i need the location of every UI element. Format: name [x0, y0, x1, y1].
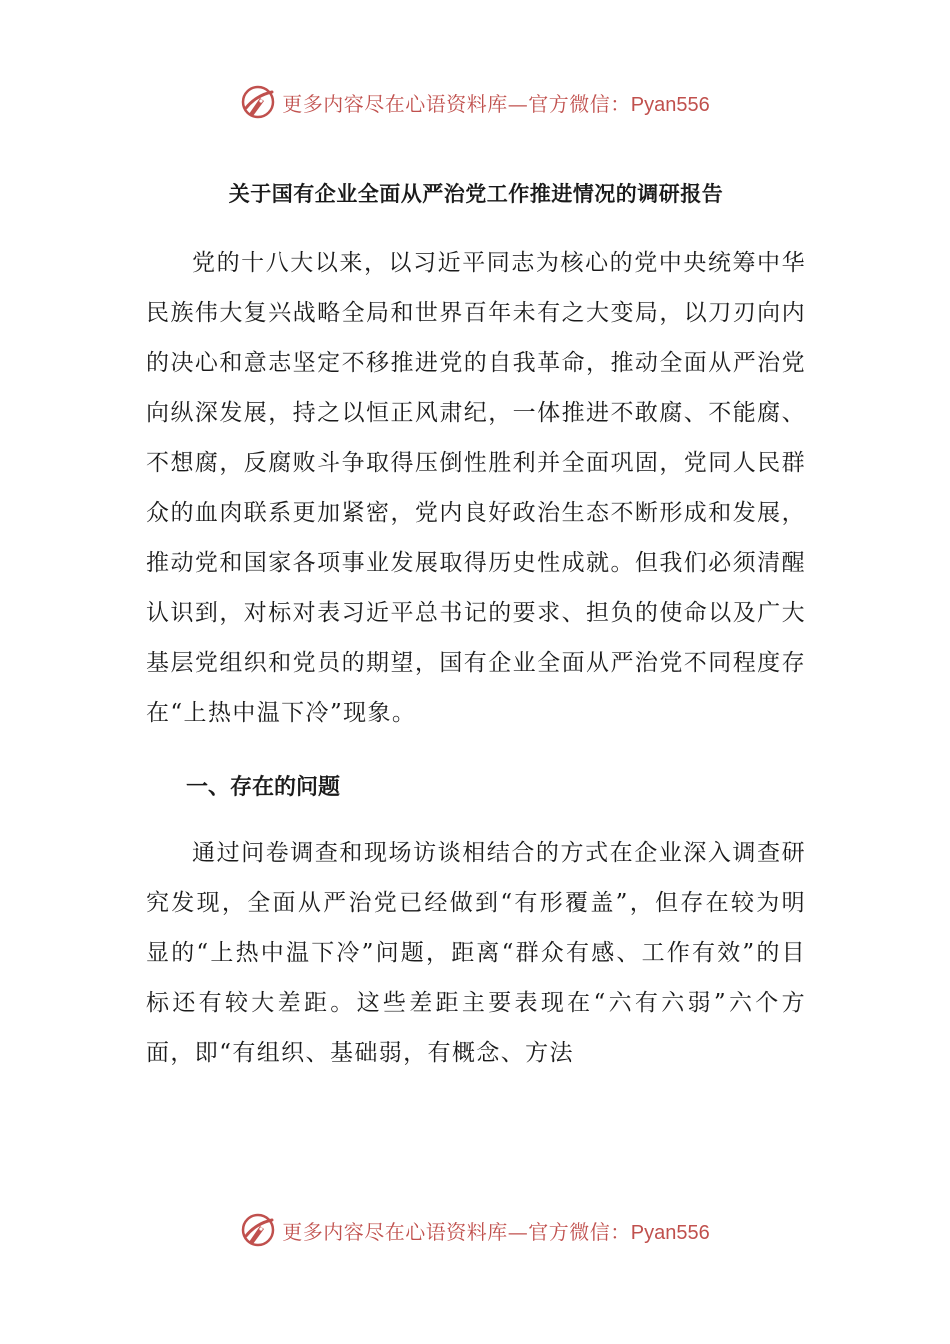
problems-paragraph: 通过问卷调查和现场访谈相结合的方式在企业深入调查研究发现，全面从严治党已经做到“有形覆盖”，但存在较为明显的“上热中温下冷”问题，距离“群众有感、工作有效”的目标还有较大差距。这些差距主要表现在“六有六弱”六个方面，即“有组织、基础弱，有概念、方法 [146, 840, 806, 1066]
document-title: 关于国有企业全面从严治党工作推进情况的调研报告 [228, 182, 724, 206]
watermark-label: 更多内容尽在心语资料库—官方微信： [282, 91, 631, 116]
pen-logo-icon [240, 84, 276, 120]
footer-watermark-banner [0, 1210, 950, 1250]
watermark-text [282, 1216, 709, 1245]
wechat-handle: Pyan556 [630, 93, 710, 116]
intro-paragraph: 党的十八大以来，以习近平同志为核心的党中央统筹中华民族伟大复兴战略全局和世界百年未有之大变局，以刀刃向内的决心和意志坚定不移推进党的自我革命，推动全面从严治党向纵深发展，持之以恒正风肃纪，一体推进不敢腐、不能腐、不想腐，反腐败斗争取得压倒性胜利并全面巩固，党同人民群众的血肉联系更加紧密，党内良好政治生态不断形成和发展，推动党和国家各项事业发展取得历史性成就。但我们必须清醒认识到，对标对表习近平总书记的要求、担负的使命以及广大基层党组织和党员的期望，国有企业全面从严治党不同程度存在“上热中温下冷”现象。 [146, 250, 806, 726]
section-heading-problems: 一、存在的问题 [186, 775, 341, 800]
pen-logo-icon [240, 1212, 276, 1248]
watermark-text [282, 88, 709, 117]
wechat-handle: Pyan556 [630, 1221, 710, 1244]
document-body [146, 178, 806, 1078]
watermark-label: 更多内容尽在心语资料库—官方微信： [282, 1219, 631, 1244]
header-watermark-banner [0, 82, 950, 122]
